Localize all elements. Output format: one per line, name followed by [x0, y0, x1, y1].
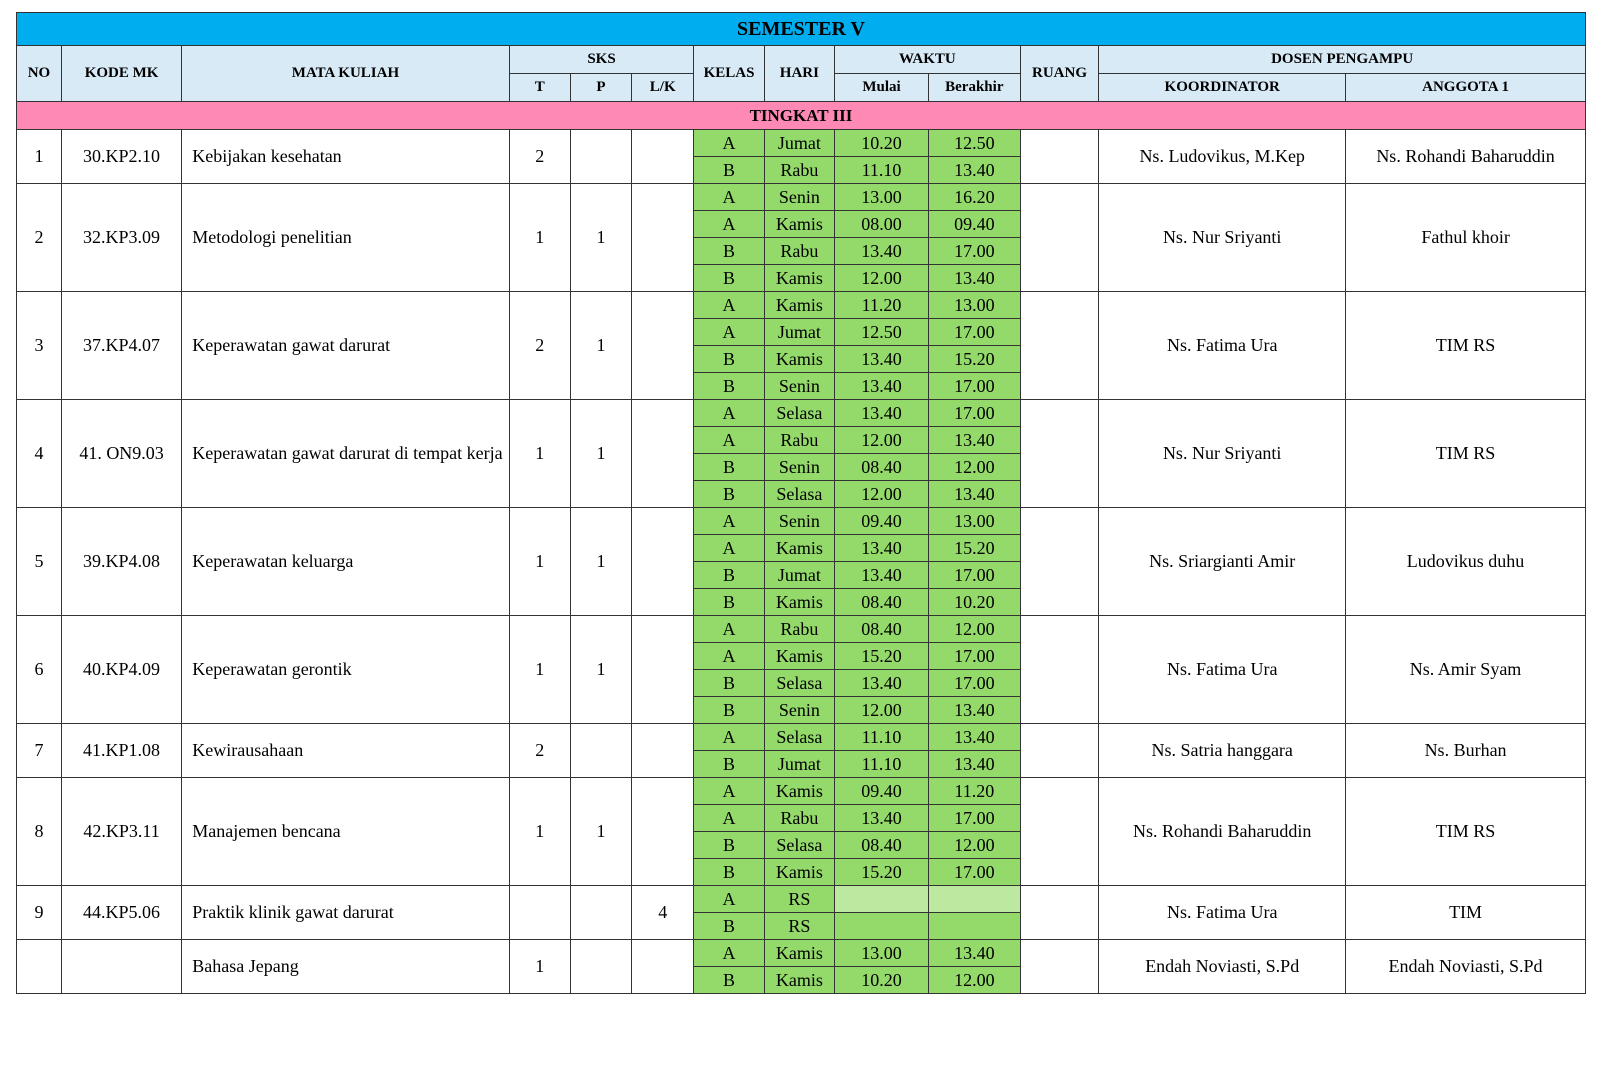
session-mulai: 12.50 [835, 319, 929, 346]
course-no: 7 [17, 724, 62, 778]
session-berakhir: 13.40 [928, 265, 1020, 292]
session-mulai: 11.10 [835, 751, 929, 778]
course-anggota: Endah Noviasti, S.Pd [1346, 940, 1586, 994]
table-row [17, 130, 1586, 157]
session-hari: Kamis [764, 589, 834, 616]
session-hari: Jumat [764, 130, 834, 157]
session-berakhir: 17.00 [928, 670, 1020, 697]
session-hari: Jumat [764, 319, 834, 346]
session-kelas: B [694, 265, 764, 292]
course-no: 1 [17, 130, 62, 184]
session-mulai [835, 913, 929, 940]
session-kelas: B [694, 697, 764, 724]
session-kelas: A [694, 643, 764, 670]
course-anggota: Fathul khoir [1346, 184, 1586, 292]
session-berakhir: 17.00 [928, 400, 1020, 427]
session-hari: Rabu [764, 238, 834, 265]
course-kode: 32.KP3.09 [61, 184, 181, 292]
session-mulai: 13.40 [835, 238, 929, 265]
session-mulai: 12.00 [835, 265, 929, 292]
session-berakhir: 10.20 [928, 589, 1020, 616]
session-kelas: B [694, 481, 764, 508]
header-kode-mk: KODE MK [61, 46, 181, 102]
session-berakhir: 13.00 [928, 508, 1020, 535]
course-koordinator: Ns. Sriargianti Amir [1099, 508, 1346, 616]
course-sks-t [509, 886, 570, 940]
session-mulai: 08.40 [835, 616, 929, 643]
course-sks-t: 1 [509, 508, 570, 616]
session-berakhir: 13.40 [928, 481, 1020, 508]
table-row [17, 778, 1586, 805]
session-kelas: B [694, 967, 764, 994]
course-kode: 37.KP4.07 [61, 292, 181, 400]
session-berakhir [928, 886, 1020, 913]
course-anggota: TIM RS [1346, 778, 1586, 886]
session-berakhir: 12.50 [928, 130, 1020, 157]
course-koordinator: Ns. Nur Sriyanti [1099, 184, 1346, 292]
session-kelas: A [694, 886, 764, 913]
course-name: Manajemen bencana [182, 778, 509, 886]
session-kelas: B [694, 589, 764, 616]
course-koordinator: Ns. Ludovikus, M.Kep [1099, 130, 1346, 184]
table-row [17, 400, 1586, 427]
session-kelas: B [694, 346, 764, 373]
course-koordinator: Ns. Fatima Ura [1099, 886, 1346, 940]
course-sks-lk [632, 292, 694, 400]
session-mulai: 11.10 [835, 157, 929, 184]
course-ruang [1020, 616, 1099, 724]
course-anggota: Ns. Rohandi Baharuddin [1346, 130, 1586, 184]
session-hari: Selasa [764, 724, 834, 751]
session-hari: Kamis [764, 211, 834, 238]
session-hari: Senin [764, 508, 834, 535]
course-sks-p [570, 886, 631, 940]
session-berakhir: 13.40 [928, 697, 1020, 724]
session-hari: Kamis [764, 778, 834, 805]
course-kode: 40.KP4.09 [61, 616, 181, 724]
course-sks-lk [632, 400, 694, 508]
session-berakhir: 17.00 [928, 562, 1020, 589]
session-mulai: 12.00 [835, 697, 929, 724]
session-berakhir: 17.00 [928, 643, 1020, 670]
course-ruang [1020, 508, 1099, 616]
header-no: NO [17, 46, 62, 102]
course-name: Keperawatan gawat darurat di tempat kerja [182, 400, 509, 508]
session-kelas: B [694, 562, 764, 589]
session-kelas: A [694, 940, 764, 967]
session-kelas: B [694, 238, 764, 265]
course-sks-p: 1 [570, 616, 631, 724]
course-koordinator: Endah Noviasti, S.Pd [1099, 940, 1346, 994]
course-no: 4 [17, 400, 62, 508]
course-sks-p: 1 [570, 778, 631, 886]
course-no: 8 [17, 778, 62, 886]
session-kelas: A [694, 400, 764, 427]
course-sks-lk [632, 130, 694, 184]
session-berakhir [928, 913, 1020, 940]
course-no: 5 [17, 508, 62, 616]
course-ruang [1020, 130, 1099, 184]
course-name: Kewirausahaan [182, 724, 509, 778]
session-kelas: B [694, 454, 764, 481]
course-koordinator: Ns. Fatima Ura [1099, 616, 1346, 724]
session-kelas: A [694, 724, 764, 751]
header-dosen-pengampu: DOSEN PENGAMPU [1099, 46, 1586, 74]
session-mulai: 09.40 [835, 508, 929, 535]
course-no: 6 [17, 616, 62, 724]
course-sks-p [570, 130, 631, 184]
session-hari: Rabu [764, 427, 834, 454]
course-sks-lk [632, 184, 694, 292]
header-koordinator: KOORDINATOR [1099, 74, 1346, 102]
session-hari: Senin [764, 373, 834, 400]
session-kelas: A [694, 184, 764, 211]
header-ruang: RUANG [1020, 46, 1099, 102]
session-berakhir: 17.00 [928, 373, 1020, 400]
course-koordinator: Ns. Nur Sriyanti [1099, 400, 1346, 508]
session-berakhir: 15.20 [928, 535, 1020, 562]
session-hari: Jumat [764, 751, 834, 778]
course-sks-p: 1 [570, 184, 631, 292]
session-kelas: B [694, 157, 764, 184]
session-kelas: B [694, 913, 764, 940]
session-berakhir: 17.00 [928, 859, 1020, 886]
course-ruang [1020, 724, 1099, 778]
course-sks-lk [632, 778, 694, 886]
course-kode: 41.KP1.08 [61, 724, 181, 778]
course-name: Keperawatan gawat darurat [182, 292, 509, 400]
course-sks-t: 1 [509, 940, 570, 994]
course-kode [61, 940, 181, 994]
session-berakhir: 13.40 [928, 751, 1020, 778]
session-mulai: 11.10 [835, 724, 929, 751]
header-mata-kuliah: MATA KULIAH [182, 46, 509, 102]
session-kelas: A [694, 778, 764, 805]
course-kode: 39.KP4.08 [61, 508, 181, 616]
table-row [17, 508, 1586, 535]
course-sks-t: 2 [509, 724, 570, 778]
course-sks-p: 1 [570, 508, 631, 616]
course-name: Keperawatan keluarga [182, 508, 509, 616]
session-hari: Kamis [764, 292, 834, 319]
session-hari: Rabu [764, 157, 834, 184]
course-sks-t: 1 [509, 400, 570, 508]
session-berakhir: 12.00 [928, 616, 1020, 643]
session-mulai: 13.40 [835, 535, 929, 562]
session-kelas: A [694, 508, 764, 535]
session-kelas: A [694, 211, 764, 238]
header-mulai: Mulai [835, 74, 929, 102]
table-row [17, 940, 1586, 967]
session-kelas: A [694, 427, 764, 454]
course-sks-t: 1 [509, 184, 570, 292]
session-berakhir: 17.00 [928, 319, 1020, 346]
semester-title: SEMESTER V [17, 13, 1586, 46]
session-kelas: A [694, 805, 764, 832]
session-hari: Senin [764, 184, 834, 211]
session-berakhir: 09.40 [928, 211, 1020, 238]
course-koordinator: Ns. Satria hanggara [1099, 724, 1346, 778]
session-hari: RS [764, 886, 834, 913]
session-hari: Kamis [764, 535, 834, 562]
course-no: 2 [17, 184, 62, 292]
course-anggota: Ludovikus duhu [1346, 508, 1586, 616]
session-berakhir: 13.40 [928, 940, 1020, 967]
session-hari: Kamis [764, 265, 834, 292]
course-no: 9 [17, 886, 62, 940]
table-row [17, 886, 1586, 913]
session-hari: RS [764, 913, 834, 940]
course-sks-p [570, 724, 631, 778]
section-tingkat: TINGKAT III [17, 102, 1586, 130]
session-mulai: 11.20 [835, 292, 929, 319]
session-mulai: 13.40 [835, 346, 929, 373]
session-kelas: A [694, 292, 764, 319]
course-sks-p [570, 940, 631, 994]
session-hari: Kamis [764, 967, 834, 994]
course-kode: 42.KP3.11 [61, 778, 181, 886]
session-kelas: B [694, 670, 764, 697]
session-mulai: 15.20 [835, 643, 929, 670]
course-anggota: TIM [1346, 886, 1586, 940]
course-ruang [1020, 940, 1099, 994]
header-anggota: ANGGOTA 1 [1346, 74, 1586, 102]
course-name: Keperawatan gerontik [182, 616, 509, 724]
session-mulai: 12.00 [835, 427, 929, 454]
session-berakhir: 13.40 [928, 724, 1020, 751]
session-berakhir: 13.40 [928, 157, 1020, 184]
course-anggota: TIM RS [1346, 400, 1586, 508]
course-anggota: Ns. Burhan [1346, 724, 1586, 778]
course-kode: 41. ON9.03 [61, 400, 181, 508]
session-hari: Rabu [764, 805, 834, 832]
course-sks-lk: 4 [632, 886, 694, 940]
course-sks-lk [632, 940, 694, 994]
header-waktu: WAKTU [835, 46, 1021, 74]
table-row [17, 616, 1586, 643]
course-name: Kebijakan kesehatan [182, 130, 509, 184]
course-sks-lk [632, 508, 694, 616]
session-mulai: 10.20 [835, 130, 929, 157]
session-berakhir: 17.00 [928, 238, 1020, 265]
session-hari: Jumat [764, 562, 834, 589]
header-sks-t: T [509, 74, 570, 102]
course-ruang [1020, 778, 1099, 886]
header-sks-p: P [570, 74, 631, 102]
session-berakhir: 15.20 [928, 346, 1020, 373]
session-mulai [835, 886, 929, 913]
session-berakhir: 13.40 [928, 427, 1020, 454]
session-mulai: 13.00 [835, 184, 929, 211]
course-ruang [1020, 886, 1099, 940]
course-anggota: Ns. Amir Syam [1346, 616, 1586, 724]
schedule-body [17, 130, 1586, 994]
session-mulai: 15.20 [835, 859, 929, 886]
session-hari: Selasa [764, 670, 834, 697]
course-sks-t: 2 [509, 292, 570, 400]
session-kelas: B [694, 751, 764, 778]
course-no: 3 [17, 292, 62, 400]
session-mulai: 08.40 [835, 589, 929, 616]
session-mulai: 08.40 [835, 832, 929, 859]
course-ruang [1020, 292, 1099, 400]
course-name: Praktik klinik gawat darurat [182, 886, 509, 940]
course-anggota: TIM RS [1346, 292, 1586, 400]
session-mulai: 12.00 [835, 481, 929, 508]
course-name: Metodologi penelitian [182, 184, 509, 292]
session-mulai: 13.40 [835, 670, 929, 697]
course-koordinator: Ns. Fatima Ura [1099, 292, 1346, 400]
session-hari: Rabu [764, 616, 834, 643]
session-berakhir: 13.00 [928, 292, 1020, 319]
session-kelas: B [694, 859, 764, 886]
course-sks-lk [632, 616, 694, 724]
session-mulai: 08.40 [835, 454, 929, 481]
session-mulai: 10.20 [835, 967, 929, 994]
session-mulai: 08.00 [835, 211, 929, 238]
session-hari: Selasa [764, 481, 834, 508]
session-hari: Kamis [764, 643, 834, 670]
session-berakhir: 17.00 [928, 805, 1020, 832]
session-berakhir: 12.00 [928, 832, 1020, 859]
session-hari: Senin [764, 454, 834, 481]
course-sks-p: 1 [570, 400, 631, 508]
session-kelas: A [694, 130, 764, 157]
session-hari: Kamis [764, 859, 834, 886]
header-sks-lk: L/K [632, 74, 694, 102]
session-berakhir: 16.20 [928, 184, 1020, 211]
session-hari: Senin [764, 697, 834, 724]
header-sks: SKS [509, 46, 694, 74]
session-berakhir: 11.20 [928, 778, 1020, 805]
header-kelas: KELAS [694, 46, 764, 102]
course-sks-t: 2 [509, 130, 570, 184]
course-sks-p: 1 [570, 292, 631, 400]
session-mulai: 13.40 [835, 805, 929, 832]
header-berakhir: Berakhir [928, 74, 1020, 102]
course-sks-t: 1 [509, 616, 570, 724]
session-kelas: B [694, 373, 764, 400]
course-kode: 44.KP5.06 [61, 886, 181, 940]
course-ruang [1020, 400, 1099, 508]
session-kelas: A [694, 319, 764, 346]
session-mulai: 13.40 [835, 373, 929, 400]
table-row [17, 184, 1586, 211]
session-berakhir: 12.00 [928, 454, 1020, 481]
session-hari: Kamis [764, 940, 834, 967]
course-no [17, 940, 62, 994]
schedule-table [16, 12, 1586, 994]
session-berakhir: 12.00 [928, 967, 1020, 994]
course-ruang [1020, 184, 1099, 292]
session-kelas: A [694, 535, 764, 562]
course-kode: 30.KP2.10 [61, 130, 181, 184]
header-hari: HARI [764, 46, 834, 102]
course-name: Bahasa Jepang [182, 940, 509, 994]
session-mulai: 13.40 [835, 562, 929, 589]
table-row [17, 724, 1586, 751]
session-hari: Selasa [764, 832, 834, 859]
table-row [17, 292, 1586, 319]
session-mulai: 13.00 [835, 940, 929, 967]
session-kelas: B [694, 832, 764, 859]
session-hari: Selasa [764, 400, 834, 427]
session-mulai: 09.40 [835, 778, 929, 805]
course-sks-lk [632, 724, 694, 778]
session-mulai: 13.40 [835, 400, 929, 427]
session-hari: Kamis [764, 346, 834, 373]
session-kelas: A [694, 616, 764, 643]
course-koordinator: Ns. Rohandi Baharuddin [1099, 778, 1346, 886]
course-sks-t: 1 [509, 778, 570, 886]
